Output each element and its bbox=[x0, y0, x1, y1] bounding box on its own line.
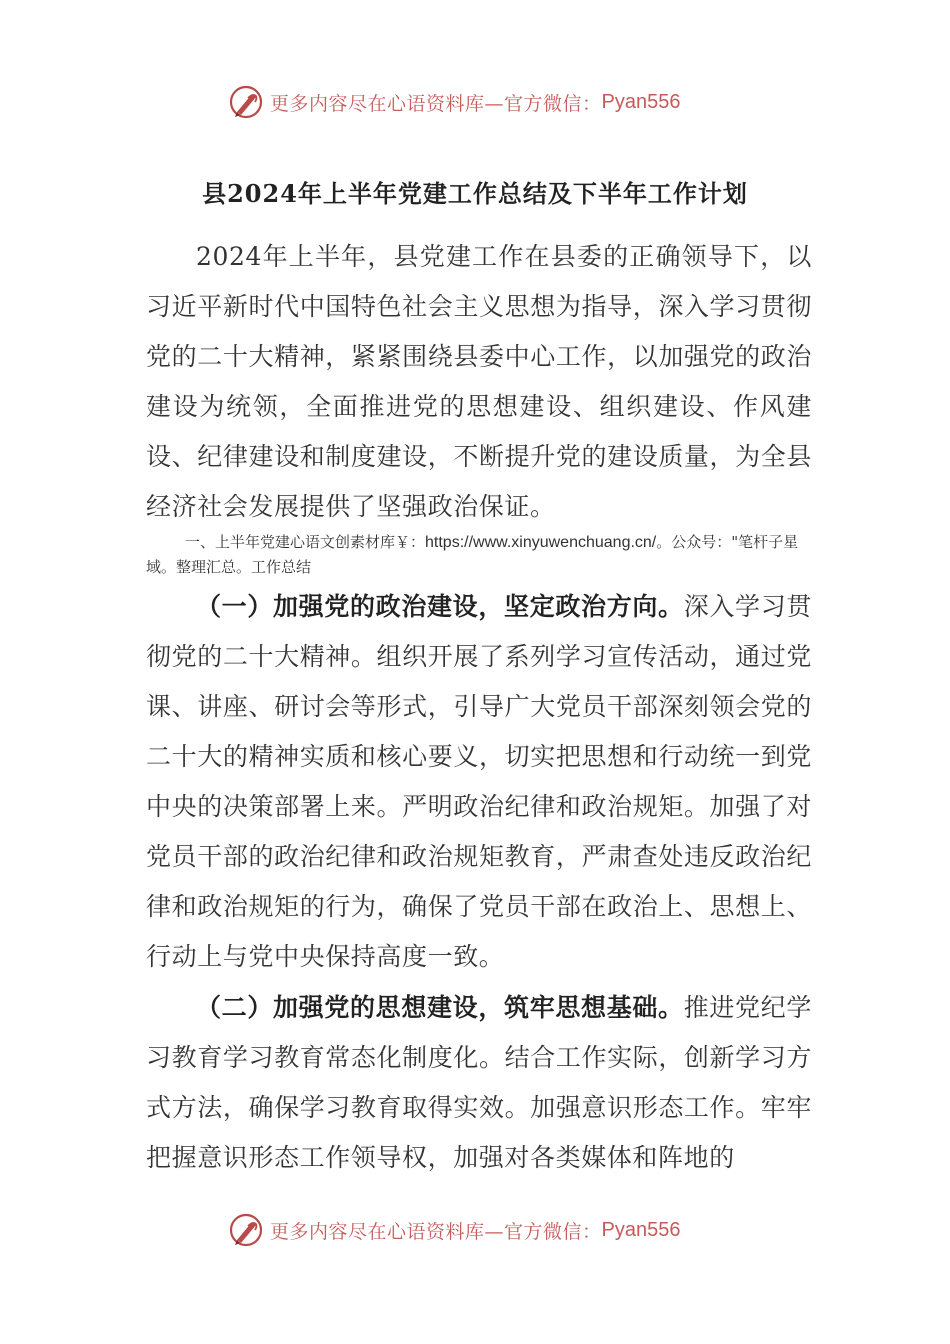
footer-banner bbox=[228, 1210, 680, 1250]
section-1-paragraph bbox=[146, 582, 812, 982]
source-note-prefix: 一、上半年党建心语文创素材库￥： bbox=[185, 533, 426, 551]
banner-text: 更多内容尽在心语资料库—官方微信： bbox=[270, 92, 602, 115]
banner-wechat-handle: Pyan556 bbox=[601, 90, 681, 113]
footer-banner-text: 更多内容尽在心语资料库—官方微信： bbox=[270, 1220, 602, 1243]
pen-logo-icon bbox=[228, 1212, 264, 1248]
section-2-heading: （二）加强党的思想建设，筑牢思想基础。 bbox=[196, 993, 684, 1022]
pen-logo-icon bbox=[228, 84, 264, 120]
intro-paragraph: 2024年上半年，县党建工作在县委的正确领导下，以习近平新时代中国特色社会主义思想为指导，深入学习贯彻党的二十大精神，紧紧围绕县委中心工作，以加强党的政治建设为统领，全面推进党的思想建设、组织建设、作风建设、纪律建设和制度建设，不断提升党的建设质量，为全县经济社会发展提供了坚强政治保证。 bbox=[146, 242, 812, 521]
source-note bbox=[146, 530, 812, 579]
document-title: 县2024年上半年党建工作总结及下半年工作计划 bbox=[202, 179, 748, 208]
section-2-paragraph bbox=[146, 983, 812, 1183]
section-2-body: 推进党纪学习教育学习教育常态化制度化。结合工作实际，创新学习方式方法，确保学习教育取得实效。加强意识形态工作。牢牢把握意识形态工作领导权，加强对各类媒体和阵地的 bbox=[146, 993, 812, 1172]
source-note-url: https://www.xinyuwenchuang.cn/ bbox=[425, 534, 657, 551]
section-1-body: 深入学习贯彻党的二十大精神。组织开展了系列学习宣传活动，通过党课、讲座、研讨会等形式，引导广大党员干部深刻领会党的二十大的精神实质和核心要义，切实把思想和行动统一到党中央的决策部署上来。严明政治纪律和政治规矩。加强了对党员干部的政治纪律和政治规矩教育，严肃查处违反政治纪律和政治规矩的行为，确保了党员干部在政治上、思想上、行动上与党中央保持高度一致。 bbox=[146, 592, 812, 971]
source-note-suffix: 。公众号："笔杆子星域。整理汇总。工作总结 bbox=[146, 533, 799, 576]
footer-wechat-handle: Pyan556 bbox=[601, 1218, 681, 1241]
header-banner bbox=[228, 82, 680, 122]
section-1-heading: （一）加强党的政治建设，坚定政治方向。 bbox=[196, 592, 684, 621]
